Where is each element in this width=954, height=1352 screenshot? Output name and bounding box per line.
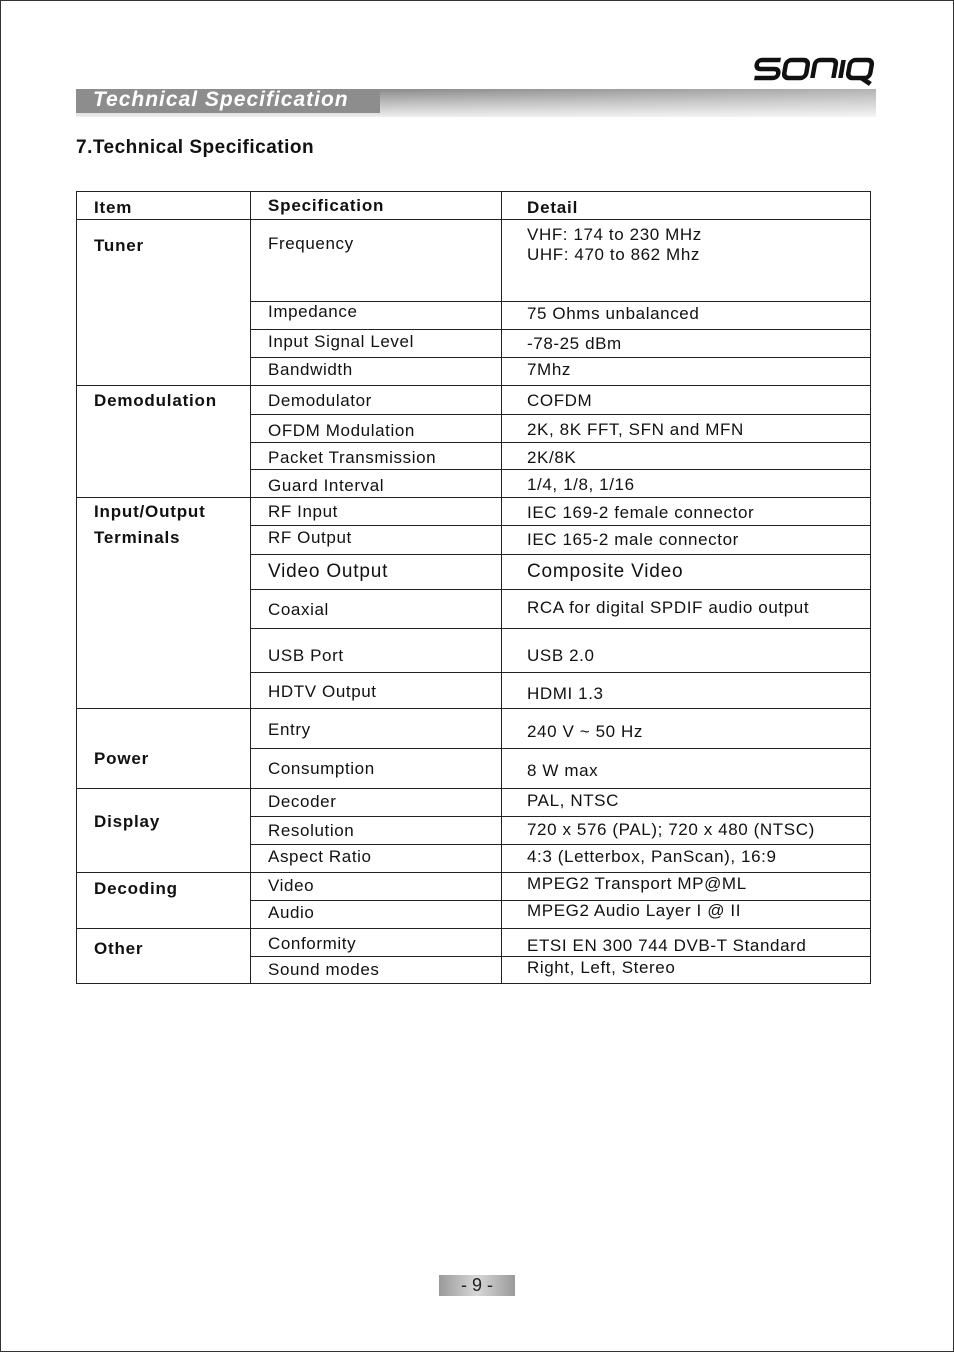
detail-consumption: 8 W max — [527, 761, 599, 780]
spec-conformity: Conformity — [268, 934, 357, 953]
detail-video: MPEG2 Transport MP@ML — [527, 874, 747, 893]
group-tuner: Tuner — [94, 236, 144, 255]
detail-frequency-uhf: UHF: 470 to 862 Mhz — [527, 245, 700, 264]
detail-coaxial: RCA for digital SPDIF audio output — [527, 598, 810, 617]
spec-hdtv-output: HDTV Output — [268, 682, 377, 701]
group-terminals: Terminals — [94, 528, 181, 547]
detail-rf-output: IEC 165-2 male connector — [527, 530, 739, 549]
spec-input-signal-level: Input Signal Level — [268, 332, 414, 351]
spec-impedance: Impedance — [268, 302, 358, 321]
spec-consumption: Consumption — [268, 759, 375, 778]
spec-table — [76, 191, 870, 984]
header-title: Technical Specification — [93, 88, 349, 111]
spec-coaxial: Coaxial — [268, 600, 329, 619]
page-number: - 9 - — [439, 1275, 515, 1296]
spec-video: Video — [268, 876, 315, 895]
detail-demodulator: COFDM — [527, 391, 593, 410]
group-other: Other — [94, 939, 144, 958]
spec-rf-output: RF Output — [268, 528, 352, 547]
spec-audio: Audio — [268, 903, 315, 922]
detail-hdtv-output: HDMI 1.3 — [527, 684, 604, 703]
spec-video-output: Video Output — [268, 561, 389, 582]
detail-audio: MPEG2 Audio Layer I @ II — [527, 901, 742, 920]
detail-frequency-vhf: VHF: 174 to 230 MHz — [527, 225, 702, 244]
group-display: Display — [94, 812, 161, 831]
header-item: Item — [94, 198, 133, 217]
detail-resolution: 720 x 576 (PAL); 720 x 480 (NTSC) — [527, 820, 815, 839]
detail-rf-input: IEC 169-2 female connector — [527, 503, 755, 522]
detail-conformity: ETSI EN 300 744 DVB-T Standard — [527, 936, 807, 955]
spec-bandwidth: Bandwidth — [268, 360, 353, 379]
spec-demodulator: Demodulator — [268, 391, 372, 410]
detail-aspect-ratio: 4:3 (Letterbox, PanScan), 16:9 — [527, 847, 777, 866]
soniq-logo — [752, 52, 878, 86]
detail-ofdm-modulation: 2K, 8K FFT, SFN and MFN — [527, 420, 744, 439]
spec-resolution: Resolution — [268, 821, 355, 840]
header-specification: Specification — [268, 196, 385, 215]
header-detail: Detail — [527, 198, 579, 217]
spec-sound-modes: Sound modes — [268, 960, 380, 979]
detail-impedance: 75 Ohms unbalanced — [527, 304, 700, 323]
spec-frequency: Frequency — [268, 234, 354, 253]
spec-guard-interval: Guard Interval — [268, 476, 385, 495]
detail-packet-transmission: 2K/8K — [527, 448, 577, 467]
group-input-output: Input/Output — [94, 502, 206, 521]
spec-packet-transmission: Packet Transmission — [268, 448, 437, 467]
group-decoding: Decoding — [94, 879, 178, 898]
spec-entry: Entry — [268, 720, 311, 739]
group-power: Power — [94, 749, 150, 768]
detail-input-signal-level: -78-25 dBm — [527, 334, 622, 353]
spec-decoder: Decoder — [268, 792, 337, 811]
detail-bandwidth: 7Mhz — [527, 360, 571, 379]
detail-sound-modes: Right, Left, Stereo — [527, 958, 676, 977]
spec-usb-port: USB Port — [268, 646, 344, 665]
section-heading: 7.Technical Specification — [76, 137, 315, 158]
detail-guard-interval: 1/4, 1/8, 1/16 — [527, 475, 635, 494]
spec-aspect-ratio: Aspect Ratio — [268, 847, 372, 866]
spec-ofdm-modulation: OFDM Modulation — [268, 421, 415, 440]
detail-entry: 240 V ~ 50 Hz — [527, 722, 644, 741]
detail-decoder: PAL, NTSC — [527, 791, 619, 810]
detail-video-output: Composite Video — [527, 561, 684, 582]
group-demodulation: Demodulation — [94, 391, 217, 410]
detail-usb-port: USB 2.0 — [527, 646, 595, 665]
spec-rf-input: RF Input — [268, 502, 338, 521]
